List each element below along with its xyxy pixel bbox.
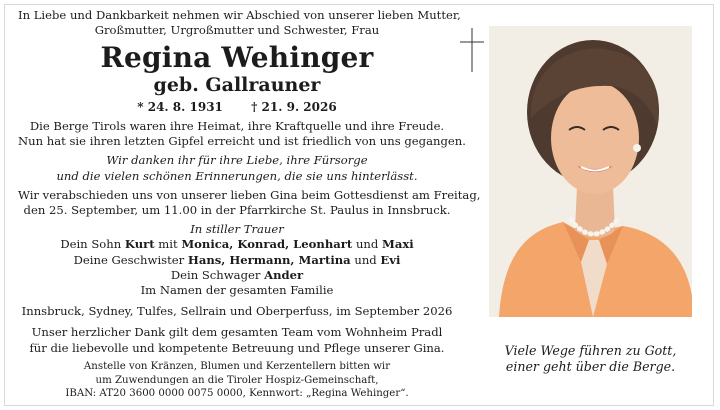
thanks-line-2: und die vielen schönen Erinnerungen, die sie uns hinterlässt. (56, 168, 418, 183)
birth-date: * 24. 8. 1931 (137, 100, 223, 114)
mourner-siblings-line: Deine Geschwister Hans, Hermann, Martina und Evi (73, 252, 401, 267)
son-name: Kurt (124, 237, 155, 252)
cross-icon (460, 26, 484, 72)
death-date: † 21. 9. 2026 (251, 100, 337, 114)
siblings-last-name: Evi (380, 252, 401, 267)
gratitude-line-1: Unser herzlicher Dank gilt dem gesamten Team vom Wohnheim Pradl (31, 325, 443, 340)
donation-line-1: Anstelle von Kränzen, Blumen und Kerzentellern bitten wir (83, 360, 391, 372)
service-line-1: Wir verabschieden uns von unserer lieben Gina beim Gottesdienst am Freitag, (18, 187, 481, 202)
son-family-names: Monica, Konrad, Leonhart (181, 237, 353, 252)
intro-line-2: Großmutter, Urgroßmutter und Schwester, Frau (94, 23, 380, 37)
siblings-names: Hans, Hermann, Martina (187, 252, 351, 267)
place-date-line: Innsbruck, Sydney, Tulfes, Sellrain und Oberperfuss, im September 2026 (21, 304, 453, 319)
mourner-son-line: Dein Sohn Kurt mit Monica, Konrad, Leonhart und Maxi (60, 237, 414, 252)
deceased-name: Regina Wehinger (100, 41, 374, 74)
donation-line-2: um Zuwendungen an die Tiroler Hospiz-Gemeinschaft, (95, 374, 379, 386)
quote-line-2: einer geht über die Berge. (505, 359, 676, 374)
mourning-heading: In stiller Trauer (190, 222, 284, 237)
quote-line-1: Viele Wege führen zu Gott, (504, 343, 677, 358)
donation-line-3: IBAN: AT20 3600 0000 0075 0000, Kennwort: „Regina Wehinger“. (65, 388, 409, 400)
brother-in-law-name: Ander (264, 267, 304, 282)
son-last-name: Maxi (382, 237, 414, 252)
bio-line-1: Die Berge Tirols waren ihre Heimat, ihre Kraftquelle und ihre Freude. (29, 119, 445, 133)
portrait-photo (489, 26, 692, 317)
family-line: Im Namen der gesamten Familie (140, 283, 334, 298)
notice-text-column (18, 8, 481, 401)
portrait-illustration (489, 26, 692, 317)
service-line-2: den 25. September, um 11.00 in der Pfarrkirche St. Paulus in Innsbruck. (23, 203, 451, 218)
birth-name: geb. Gallrauner (153, 74, 321, 96)
gratitude-line-2: für die liebevolle und kompetente Betreuung und Pflege unserer Gina. (29, 340, 445, 355)
thanks-line-1: Wir danken ihr für ihre Liebe, ihre Fürsorge (106, 153, 368, 168)
intro-line-1: In Liebe und Dankbarkeit nehmen wir Abschied von unserer lieben Mutter, (18, 8, 461, 22)
closing-quote (489, 343, 692, 375)
life-dates (18, 99, 456, 115)
bio-line-2: Nun hat sie ihren letzten Gipfel erreicht und ist friedlich von uns gegangen. (18, 134, 466, 149)
mourner-brother-in-law-line: Dein Schwager Ander (170, 267, 304, 282)
